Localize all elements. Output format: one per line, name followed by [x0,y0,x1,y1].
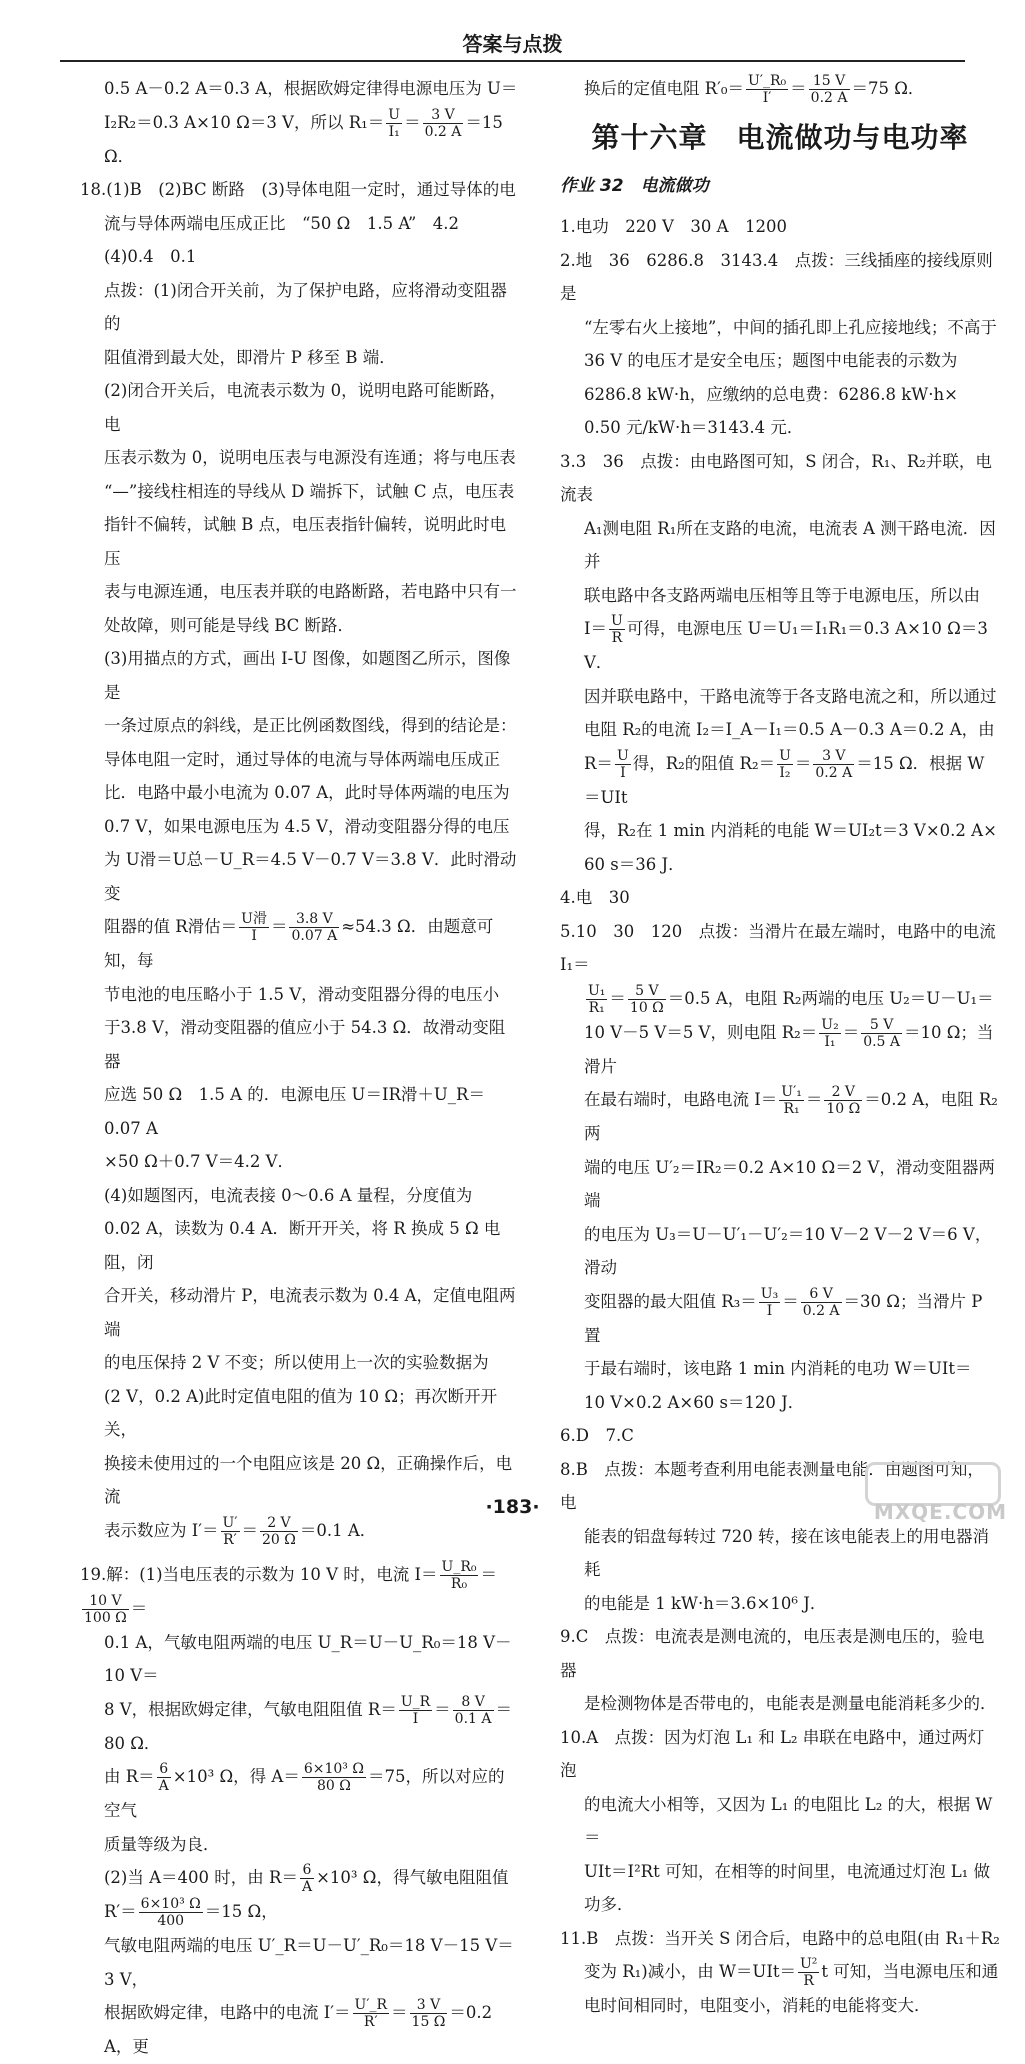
text-line: 由 R＝ $\frac{6}{A}$ ×10³ Ω，得 A＝ $\frac{\text{6×10³ Ω}}{80 \Omega}$ ＝75，所以对应的空气 [104,1761,505,1820]
text-line: 气敏电阻两端的电压 U′_R＝U－U′_R₀＝18 V－15 V＝3 V， [104,1936,514,1989]
text-line: 0.50 元/kW·h＝3143.4 元． [584,418,804,437]
text-line: 0.5 A－0.2 A＝0.3 A，根据欧姆定律得电源电压为 U＝ [104,79,518,98]
text-line: 的电压保持 2 V 不变；所以使用上一次的实验数据为 [104,1353,489,1372]
text-line: 表示数应为 I′＝ $\frac{U'}{R'}$ ＝ $\frac{2 V}{20 \Omega}$ ＝0.1 A． [104,1514,377,1548]
text-line: UIt＝I²Rt 可知，在相等的时间里，电流通过灯泡 L₁ 做 [584,1861,991,1881]
fraction: $\frac{\text{U₁}}{\text{R₁}}$ [588,982,606,1016]
fraction: $\frac{\text{U\_R₀}}{\text{R₀}}$ [441,1558,477,1592]
answer-9: 9.C 点拨：电流表是测电流的，电压表是测电压的，验电器 [560,1627,985,1680]
fraction: $\frac{8 V}{0.1 A}$ [454,1693,492,1727]
text-line: ×50 Ω＋0.7 V＝4.2 V． [104,1152,295,1171]
text-line: 因并联电路中，干路电流等于各支路电流之和，所以通过 [584,686,997,706]
text-line: 质量等级为良． [104,1834,220,1854]
fraction: $\frac{6}{A}$ [301,1862,313,1895]
answer-4: 4.电 30 [560,888,630,907]
text-line: 变为 R₁)减小，由 W＝UIt＝ $\frac{\text{U²}}{R}$ t 可知，当电源电压和通 [584,1956,999,1989]
answer-1: 1.电功 220 V 30 A 1200 [560,217,788,236]
text-line: 处故障，则可能是导线 BC 断路． [104,615,355,635]
fraction: $\frac{\text{6×10³ Ω}}{80 \Omega}$ [303,1761,364,1794]
answer-6-7: 6.D 7.C [560,1426,634,1445]
text-line: 能表的铝盘每转过 720 转，接在该电能表上的用电器消耗 [584,1526,989,1579]
text-line: 是检测物体是否带电的，电能表是测量电能消耗多少的． [584,1694,997,1713]
text-line: (3)用描点的方式，画出 I-U 图像，如题图乙所示，图像是 [104,649,511,702]
text-line: 压表示数为 0，说明电压表与电源没有连通；将与电压表 [104,448,516,467]
answer-18: 18.(1)B (2)BC 断路 (3)导体电阻一定时，通过导体的电 [80,180,516,199]
text-line: 得，R₂在 1 min 内消耗的电能 W＝UI₂t＝3 V×0.2 A× [584,821,997,840]
fraction: $\frac{2 V}{10 \Omega}$ [826,1084,861,1117]
fraction: $\frac{\text{U′\_R₀}}{I'}$ [748,73,787,106]
text-line: 8 V，根据欧姆定律，气敏电阻阻值 R＝ $\frac{U\_R}{I}$ ＝ $\frac{8 V}{0.1 A}$ ＝ [104,1693,512,1727]
text-line: 电阻 R₂的电流 I₂＝I_A－I₁＝0.5 A－0.3 A＝0.2 A，由 [584,720,995,739]
text-line: 换后的定值电阻 R′₀＝ $\frac{\text{U′\_R₀}}{I'}$ ＝ $\frac{15 V}{0.2 A}$ ＝75 Ω． [584,73,925,106]
text-line: 阻器的值 R滑估＝ $\frac{\text{U滑}}{I}$ ＝ $\frac{3.8 V}{0.07 A}$ ≈54.3 Ω．由题意可知，每 [104,911,494,970]
text-line: 的电流大小相等，又因为 L₁ 的电阻比 L₂ 的大，根据 W＝ [584,1794,993,1847]
text-line: 合开关，移动滑片 P，电流表示数为 0.4 A，定值电阻两端 [104,1286,516,1339]
fraction: $\frac{\text{U₃}}{I}$ [760,1285,779,1319]
fraction: $\frac{5 V}{10 \Omega}$ [629,982,664,1016]
text-line: I＝ $\frac{U}{R}$ 可得，电源电压 U＝U₁＝I₁R₁＝0.3 A×10 Ω＝3 V． [584,613,988,672]
text-line: R′＝ $\frac{\text{6×10³ Ω}}{400}$ ＝15 Ω， [104,1896,278,1929]
text-line: 导体电阻一定时，通过导体的电流与导体两端电压成正 [104,749,500,769]
watermark-text: MXQE.COM [873,1500,1007,1524]
fraction: $\frac{6}{A}$ [158,1761,169,1794]
fraction: $\frac{\text{U滑}}{I}$ [241,911,267,944]
text-line: 指针不偏转，试触 B 点，电压表指针偏转，说明此时电压 [104,515,507,568]
text-line: 流与导体两端电压成正比 “50 Ω 1.5 A” 4.2 [104,213,460,233]
fraction: $\frac{3 V}{0.2 A}$ [815,747,853,781]
text-line: 功多． [584,1895,634,1914]
text-line: 比．电路中最小电流为 0.07 A，此时导体两端的电压为 [104,783,510,802]
text-line: 换接未使用过的一个电阻应该是 20 Ω，正确操作后，电流 [104,1453,513,1506]
answer-11: 11.B 点拨：当开关 S 闭合后，电路中的总电阻(由 R₁＋R₂ [560,1928,1000,1948]
text-line: 一条过原点的斜线，是正比例函数图线，得到的结论是： [104,716,517,735]
fraction: $\frac{\text{6×10³ Ω}}{400}$ [140,1896,201,1929]
text-line: “—”接线柱相连的导线从 D 端拆下，试触 C 点，电压表 [104,481,515,501]
text-line: 联电路中各支路两端电压相等且等于电源电压，所以由 [584,585,980,605]
text-line: 表与电源连通，电压表并联的电路断路，若电路中只有一 [104,582,517,601]
text-line: 变阻器的最大阻值 R₃＝ $\frac{\text{U₃}}{I}$ ＝ $\frac{6 V}{0.2 A}$ ＝30 Ω；当滑片 P 置 [584,1285,983,1345]
text-line: (4)0.4 0.1 [104,247,197,266]
text-line: 60 s＝36 J． [584,854,685,874]
text-line: (2)闭合开关后，电流表示数为 0，说明电路可能断路，电 [104,381,507,434]
text-line: 0.1 A，气敏电阻两端的电压 U_R＝U－U_R₀＝18 V－10 V＝ [104,1632,512,1685]
text-line: 6286.8 kW·h，应缴纳的总电费：6286.8 kW·h× [584,384,958,404]
fraction: $\frac{\text{U₂}}{\text{I₁}}$ [821,1016,839,1050]
answer-10: 10.A 点拨：因为灯泡 L₁ 和 L₂ 串联在电路中，通过两灯泡 [560,1727,985,1780]
answer-5: 5.10 30 120 点拨：当滑片在最左端时，电路中的电流 I₁＝ [560,921,996,974]
answer-19: 19.解：(1)当电压表的示数为 10 V 时，电流 I＝ $\frac{\text{U\_R₀}}{\text{R₀}}$ ＝ $\frac{10 V}{100 \Omega}$ ＝ [80,1558,497,1626]
fraction: $\frac{U}{\text{I₁}}$ [388,106,401,140]
fraction: $\frac{U}{\text{I₂}}$ [779,747,791,781]
header-rule [60,60,965,62]
text-line: 于最右端时，该电路 1 min 内消耗的电功 W＝UIt＝ [584,1359,972,1378]
text-line: 端的电压 U′₂＝IR₂＝0.2 A×10 Ω＝2 V，滑动变阻器两端 [584,1157,995,1210]
fraction: $\frac{10 V}{100 \Omega}$ [84,1592,127,1626]
text-line: 0.02 A，读数为 0.4 A．断开开关，将 R 换成 5 Ω 电阻，闭 [104,1219,501,1272]
text-line: 在最右端时，电路电流 I＝ $\frac{\text{U′₁}}{\text{R₁}}$ ＝ $\frac{2 V}{10 \Omega}$ ＝0.2 A，电阻 R₂两 [584,1084,998,1143]
fraction: $\frac{6 V}{0.2 A}$ [802,1285,840,1319]
fraction: $\frac{U}{I}$ [616,747,629,781]
text-line: 36 V 的电压才是安全电压；题图中电能表的示数为 [584,351,958,370]
text-line: 的电能是 1 kW·h＝3.6×10⁶ J． [584,1593,827,1613]
fraction: $\frac{15 V}{0.2 A}$ [810,73,848,106]
text-line: R＝ $\frac{U}{I}$ 得，R₂的阻值 R₂＝ $\frac{U}{\text{I₂}}$ ＝ $\frac{3 V}{0.2 A}$ ＝15 Ω．根据 W＝UIt [584,747,985,807]
text-line: 节电池的电压略小于 1.5 V，滑动变阻器分得的电压小 [104,984,500,1004]
fraction: $\frac{U\_R}{I}$ [400,1693,431,1727]
text-line: 应选 50 Ω 1.5 A 的．电源电压 U＝IR滑＋U_R＝0.07 A [104,1085,485,1138]
answer-8: 8.B 点拨：本题考查利用电能表测量电能．由题图可知，电 [560,1459,984,1512]
chapter-title: 第十六章 电流做功与电功率 [591,121,969,154]
hint-line: 点拨：(1)闭合开关前，为了保护电路，应将滑动变阻器的 [104,280,507,333]
header-title: 答案与点拨 [462,32,563,56]
left-column [80,72,520,2064]
answer-2: 2.地 36 6286.8 3143.4 点拨：三线插座的接线原则是 [560,250,993,303]
fraction: $\frac{3.8 V}{0.07 A}$ [291,911,338,944]
fraction: $\frac{3 V}{0.2 A}$ [424,106,462,140]
right-column [560,72,1000,2023]
fraction: $\frac{3 V}{15 \Omega}$ [411,1997,446,2030]
text-line: (4)如题图丙，电流表接 0～0.6 A 量程，分度值为 [104,1185,473,1205]
text-line: 阻值滑到最大处，即滑片 P 移至 B 端． [104,347,396,367]
text-line: “左零右火上接地”，中间的插孔即上孔应接地线；不高于 [584,317,997,337]
fraction: $\frac{U'}{R'}$ [222,1514,238,1548]
page-header [0,0,1025,62]
text-line: 10 V×0.2 A×60 s＝120 J． [584,1392,805,1412]
answer-3: 3.3 36 点拨：由电路图可知，S 闭合，R₁、R₂并联，电流表 [560,451,992,504]
text-line: $\frac{\text{U₁}}{\text{R₁}}$ ＝ $\frac{5 V}{10 \Omega}$ ＝0.5 A，电阻 R₂两端的电压 U₂＝U－U₁＝ [588,982,994,1016]
text-line: 为 U滑＝U总－U_R＝4.5 V－0.7 V＝3.8 V．此时滑动变 [104,850,517,903]
text-line: 80 Ω． [104,1733,161,1753]
text-line: 0.7 V，如果电源电压为 4.5 V，滑动变阻器分得的电压 [104,816,510,836]
text-line: 10 V－5 V＝5 V，则电阻 R₂＝ $\frac{\text{U₂}}{\text{I₁}}$ ＝ $\frac{5 V}{0.5 A}$ ＝10 Ω；当滑片 [584,1016,994,1076]
text-line: 电时间相同时，电阻变小，消耗的电能将变大． [584,1996,931,2015]
text-line: 根据欧姆定律，电路中的电流 I′＝ $\frac{U'\_R}{R'}$ ＝ $\frac{3 V}{15 \Omega}$ ＝0.2 A，更 [104,1997,493,2056]
text-line: I₂R₂＝0.3 A×10 Ω＝3 V，所以 R₁＝ $\frac{U}{\text{I₁}}$ ＝ $\frac{3 V}{0.2 A}$ ＝15 Ω． [104,106,503,166]
text-line: (2 V，0.2 A)此时定值电阻的值为 10 Ω；再次断开开关， [104,1386,498,1439]
fraction: $\frac{2 V}{20 \Omega}$ [262,1514,296,1548]
text-line: A₁测电阻 R₁所在支路的电流，电流表 A 测干路电流．因并 [584,518,996,571]
fraction: $\frac{U'\_R}{R'}$ [354,1997,388,2030]
watermark [857,1462,1007,1524]
fraction: $\frac{5 V}{0.5 A}$ [863,1016,901,1050]
section-title: 作业 32 电流做功 [560,176,709,196]
fraction: $\frac{\text{U²}}{R}$ [799,1956,818,1989]
fraction: $\frac{U}{R}$ [611,613,623,646]
text-line: (2)当 A＝400 时，由 R＝ $\frac{6}{A}$ ×10³ Ω，得气敏电阻阻值 [104,1862,509,1895]
text-line: 的电压为 U₃＝U－U′₁－U′₂＝10 V－2 V－2 V＝6 V，滑动 [584,1224,992,1277]
page-number: ·183· [485,1496,540,1518]
text-line: 于3.8 V，滑动变阻器的值应小于 54.3 Ω．故滑动变阻器 [104,1018,506,1071]
fraction: $\frac{\text{U′₁}}{\text{R₁}}$ [781,1084,802,1117]
